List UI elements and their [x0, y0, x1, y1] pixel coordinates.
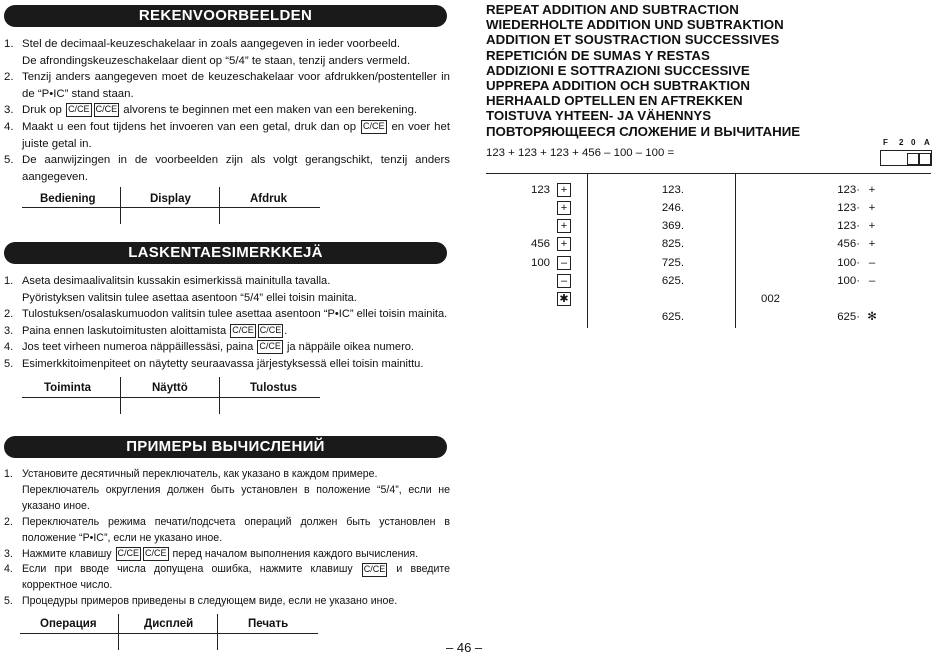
example-titles [486, 2, 800, 139]
list-text: Переключатель режима печати/подсчета операций должен быть установлен в положение “P•IC”, если не указано иное. [22, 515, 450, 544]
list-text: Переключатель округления должен быть установлен в положение “5/4”, если не указано иное. [22, 483, 450, 512]
clear-entry-key-icon: C/CE [230, 324, 256, 338]
divider [22, 207, 320, 208]
list-text: Maakt u een fout tijdens het invoeren van een getal, druk dan op [22, 120, 357, 133]
list-item [4, 152, 450, 185]
operation-key-label: ✱ [557, 292, 571, 306]
list-number: 1. [4, 275, 14, 287]
switch-label: 2 [899, 138, 904, 147]
clear-entry-key-icon: C/CE [257, 340, 283, 354]
list-item [4, 594, 450, 610]
print-value: 100· [837, 257, 860, 269]
example-title: TOISTUVA YHTEEN- JA VÄHENNYS [486, 108, 712, 124]
switch-label: A [924, 138, 930, 147]
clear-entry-key-icon: C/CE [362, 563, 388, 577]
operation-key-label: + [557, 237, 571, 251]
print-symbol: – [868, 275, 876, 287]
input-value [486, 290, 550, 308]
item-count [740, 254, 780, 272]
list-text: Esimerkkitoimenpiteet on näytetty seuraavassa järjestyksessä ellei toisin mainittu. [22, 357, 424, 370]
list-item [4, 547, 450, 563]
operation-key-label: – [557, 256, 571, 270]
list-number: 1. [4, 468, 13, 480]
list-number: 4. [4, 341, 14, 354]
section-title-nl: REKENVOORBEELDEN [4, 5, 447, 27]
page-number: – 46 – [446, 640, 483, 655]
list-text: De aanwijzingen in de voorbeelden zijn als volgt gerangschikt, tenzij anders aangegeven. [22, 154, 450, 183]
display-value: 369. [661, 220, 684, 232]
list-item [4, 119, 450, 152]
print-value: 100· [837, 275, 860, 287]
list-text: перед началом выполнения каждого вычисления. [172, 547, 419, 560]
operation-key-icon [557, 181, 571, 199]
list-text: Stel de decimaal-keuzeschakelaar in zoals aangegeven in ieder voorbeeld. [22, 38, 401, 50]
print-symbol: + [868, 238, 876, 250]
col-print-ru: Печать [248, 618, 289, 630]
list-item [4, 273, 450, 306]
section-title-fi: LASKENTAESIMERKKEJÄ [4, 242, 447, 264]
example-title: UPPREPA ADDITION OCH SUBTRAKTION [486, 78, 750, 94]
operation-key-label: + [557, 183, 571, 197]
print-symbol: + [868, 184, 876, 196]
list-item [4, 339, 450, 356]
list-number: 3. [4, 104, 14, 117]
list-text: Если при вводе числа допущена ошибка, нажмите клавишу [22, 563, 353, 576]
col-display-fi: Näyttö [152, 382, 188, 394]
operation-key-icon [557, 272, 571, 290]
instruction-list-nl [4, 36, 450, 185]
print-value: 123· [837, 220, 860, 232]
clear-entry-key-icon: C/CE [143, 547, 169, 561]
divider [217, 614, 218, 650]
display-value [600, 290, 684, 308]
list-text: и введите корректное число. [22, 563, 450, 592]
display-value: 625. [661, 311, 684, 323]
clear-entry-key-icon: C/CE [94, 103, 120, 117]
example-title: ADDIZIONI E SOTTRAZIONI SUCCESSIVE [486, 62, 750, 78]
clear-entry-key-icon: C/CE [66, 103, 92, 117]
display-value: 825. [661, 238, 684, 250]
display-value: 725. [661, 257, 684, 269]
operation-key-icon [557, 290, 571, 308]
operation-key-label: + [557, 201, 571, 215]
print-symbol: + [868, 202, 876, 214]
list-item [4, 515, 450, 547]
list-text: Tulostuksen/osalaskumuodon valitsin tulee asettaa asentoon “P•IC” ellei toisin mainita. [22, 308, 448, 321]
operation-key-icon [557, 199, 571, 217]
operation-key-label: + [557, 219, 571, 233]
list-text: De afrondingskeuzeschakelaar dient op “5/4” te staan, tenzij anders vermeld. [22, 54, 411, 67]
operation-key-icon [557, 254, 571, 272]
print-value: 625· [837, 311, 860, 323]
list-text: en voer het juiste getal in. [22, 120, 450, 150]
print-value [780, 290, 860, 308]
list-text: Tenzij anders aangegeven moet de keuzeschakelaar voor afdrukken/postenteller in de “P•IC” stand staan. [22, 71, 450, 100]
section-title-ru: ПРИМЕРЫ ВЫЧИСЛЕНИЙ [4, 436, 447, 458]
divider [587, 174, 588, 328]
example-equation: 123 + 123 + 123 + 456 – 100 – 100 = [486, 147, 675, 159]
example-title: ПОВТОРЯЮЩЕЕСЯ СЛОЖЕНИЕ И ВЫЧИТАНИЕ [486, 123, 801, 139]
input-value: 456 [530, 238, 550, 250]
divider [22, 397, 320, 398]
display-value: 246. [661, 202, 684, 214]
example-title: REPEAT ADDITION AND SUBTRACTION [486, 2, 739, 17]
divider [118, 614, 119, 650]
list-number: 4. [4, 563, 13, 576]
operation-key-icon [557, 217, 571, 235]
display-value: 123. [661, 184, 684, 196]
list-text: Paina ennen laskutoimitusten aloittamista [22, 324, 227, 337]
example-title: ADDITION ET SOUSTRACTION SUCCESSIVES [486, 32, 780, 48]
item-count [740, 235, 780, 253]
switch-slot [880, 150, 932, 166]
list-number: 3. [4, 324, 14, 337]
divider [20, 633, 318, 634]
col-display-ru: Дисплей [144, 618, 194, 630]
clear-entry-key-icon: C/CE [361, 120, 387, 134]
item-count [740, 308, 780, 326]
input-value [486, 217, 550, 235]
switch-knob [907, 153, 919, 165]
input-value [486, 308, 550, 326]
divider [486, 173, 931, 174]
print-symbol: ✻ [867, 311, 877, 323]
col-display-nl: Display [150, 193, 191, 205]
clear-entry-key-icon: C/CE [116, 547, 142, 561]
print-value: 123· [837, 184, 860, 196]
item-count [740, 199, 780, 217]
print-value: 123· [837, 202, 860, 214]
list-text: ja näppäile oikea numero. [286, 341, 415, 354]
divider [735, 174, 736, 328]
list-number: 4. [4, 120, 14, 133]
item-count [740, 181, 780, 199]
list-item [4, 323, 450, 340]
list-item [4, 36, 450, 69]
switch-diagram [880, 138, 936, 170]
column-headers-ru [20, 617, 320, 653]
print-symbol: + [868, 220, 876, 232]
print-symbol [864, 290, 880, 308]
list-text: Pyöristyksen valitsin tulee asettaa asentoon “5/4” ellei toisin mainita. [22, 291, 357, 304]
print-value: 456· [837, 238, 860, 250]
instruction-list-fi [4, 273, 450, 373]
item-count [740, 217, 780, 235]
input-value [486, 199, 550, 217]
list-item [4, 356, 450, 373]
list-number: 5. [4, 357, 14, 370]
list-number: 5. [4, 595, 13, 608]
example-title: HERHAALD OPTELLEN EN AFTREKKEN [486, 93, 743, 109]
list-item [4, 562, 450, 594]
list-item [4, 306, 450, 323]
column-headers-nl [22, 191, 322, 227]
list-text: Установите десятичный переключатель, как указано в каждом примере. [22, 468, 378, 480]
list-text: . [284, 324, 288, 337]
item-count [740, 272, 780, 290]
input-value: 100 [530, 257, 550, 269]
item-count: 002 [760, 293, 780, 305]
switch-knob [919, 153, 931, 165]
col-print-nl: Afdruk [250, 193, 288, 205]
divider [120, 377, 121, 414]
example-title: REPETICIÓN DE SUMAS Y RESTAS [486, 47, 710, 63]
col-print-fi: Tulostus [250, 382, 298, 394]
list-number: 2. [4, 71, 14, 84]
operation-key-icon [557, 235, 571, 253]
input-value: 123 [530, 184, 550, 196]
list-number: 1. [4, 38, 14, 50]
list-text: Jos teet virheen numeroa näppäillessäsi, paina [22, 341, 254, 354]
col-operation-nl: Bediening [40, 193, 96, 205]
print-symbol: – [868, 257, 876, 269]
list-text: Процедуры примеров приведены в следующем виде, если не указано иное. [22, 595, 398, 608]
display-value: 625. [661, 275, 684, 287]
list-number: 5. [4, 154, 14, 167]
list-number: 3. [4, 547, 13, 560]
list-item [4, 467, 450, 515]
divider [219, 187, 220, 224]
operation-key-label: – [557, 274, 571, 288]
divider [120, 187, 121, 224]
column-headers-fi [22, 381, 322, 417]
list-item [4, 102, 450, 119]
clear-entry-key-icon: C/CE [258, 324, 284, 338]
switch-label: 0 [911, 138, 916, 147]
instruction-list-ru [4, 467, 450, 610]
divider [219, 377, 220, 414]
list-text: Druk op [22, 104, 62, 117]
list-text: Нажмите клавишу [22, 547, 112, 560]
switch-label: F [883, 138, 888, 147]
example-title: WIEDERHOLTE ADDITION UND SUBTRAKTION [486, 17, 784, 33]
list-text: Aseta desimaalivalitsin kussakin esimerkissä mainitulla tavalla. [22, 275, 331, 287]
list-number: 2. [4, 308, 14, 321]
input-value [486, 272, 550, 290]
col-operation-ru: Операция [40, 618, 97, 630]
col-operation-fi: Toiminta [44, 382, 92, 394]
list-number: 2. [4, 515, 13, 528]
list-text: alvorens te beginnen met een maken van een berekening. [123, 104, 418, 117]
list-item [4, 69, 450, 102]
